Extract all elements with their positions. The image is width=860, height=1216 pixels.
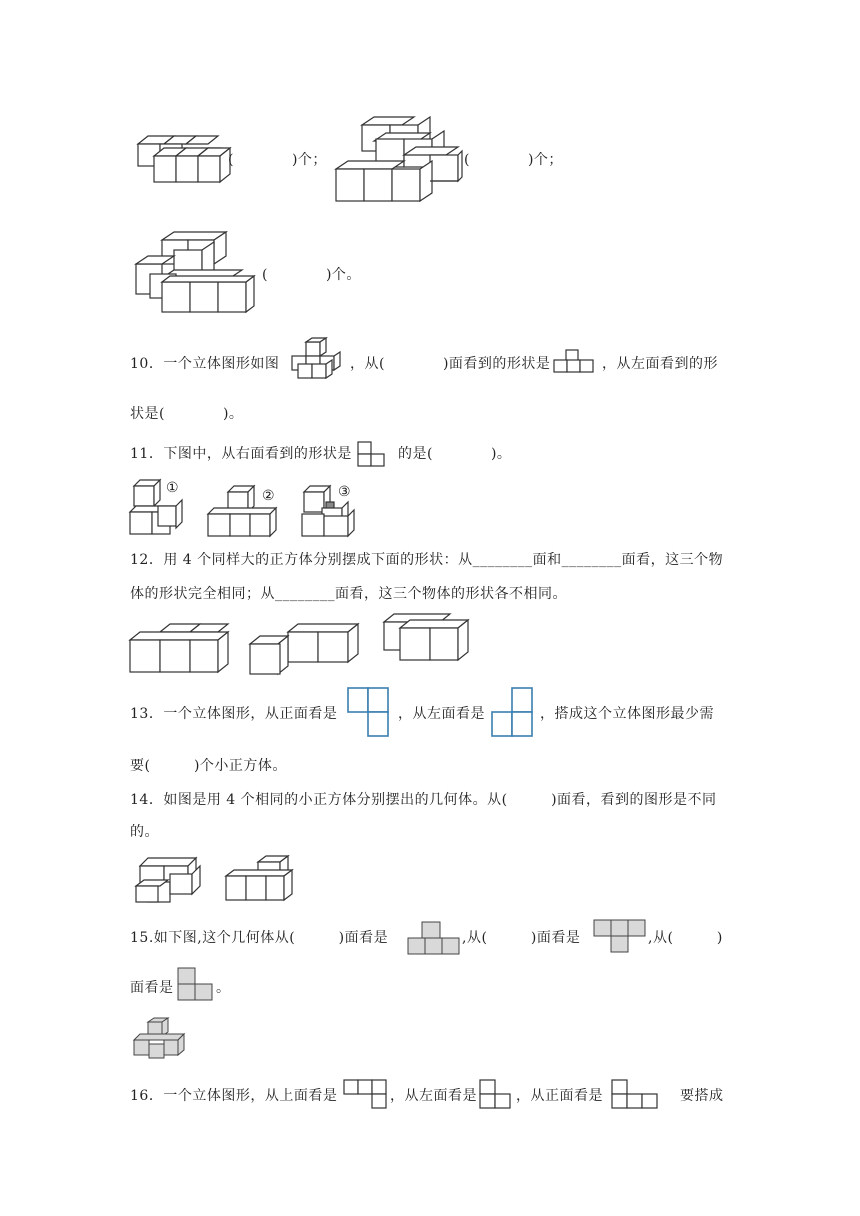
- q10-view-shape: [552, 348, 596, 374]
- q9-blank-3: ( )个。: [262, 267, 361, 283]
- q10-text-2: ，从( )面看到的形状是: [350, 356, 551, 372]
- q10-text-3: ，从左面看到的形: [602, 356, 718, 372]
- q16-text-3: ，从正面看是: [516, 1088, 603, 1104]
- q10-solid-figure: [288, 340, 346, 382]
- q11-text-1: 11．下图中，从右面看到的形状是: [130, 446, 352, 462]
- q13-text-2: ，从左面看是: [398, 706, 485, 722]
- q16-text-1: 16．一个立体图形，从上面看是: [130, 1088, 338, 1104]
- q15-solid-figure: [130, 1018, 190, 1060]
- q12-figure-1: [128, 622, 232, 676]
- q15-view-shape-1: [406, 920, 462, 958]
- q12-figure-2: [248, 624, 360, 676]
- q15-line-2a: 面看是: [130, 980, 174, 996]
- q13-left-view-shape: [488, 684, 538, 740]
- q15-text-2: ,从( )面看是: [462, 930, 581, 946]
- q15-text-1: 15.如下图,这个几何体从( )面看是: [130, 930, 389, 946]
- q10-text-1: 10．一个立体图形如图: [130, 356, 280, 372]
- q16-top-view-shape: [342, 1078, 390, 1112]
- q12-figure-3: [382, 614, 472, 668]
- q16-text-4: 要搭成: [680, 1088, 724, 1104]
- q16-left-view-shape: [478, 1078, 514, 1112]
- q10-line-2: 状是( )。: [130, 406, 244, 422]
- q14-line-2: 的。: [130, 824, 159, 840]
- q9-blank-2: ( )个；: [464, 152, 563, 168]
- q14-line-1: 14．如图是用 4 个相同的小正方体分别摆出的几何体。从( )面看，看到的图形是不同: [130, 792, 717, 808]
- q15-view-shape-2: [592, 918, 648, 956]
- q11-option-3-label: ③: [338, 484, 352, 500]
- q11-option-1-label: ①: [166, 480, 180, 496]
- q11-right-view-shape: [356, 440, 388, 468]
- q15-text-3: ,从( ): [648, 930, 723, 946]
- q13-text-1: 13．一个立体图形，从正面看是: [130, 706, 338, 722]
- q15-view-shape-3: [176, 966, 216, 1004]
- cube-figure-2: [334, 115, 464, 205]
- q12-line-2: 体的形状完全相同；从________面看，这三个物体的形状各不相同。: [130, 586, 567, 602]
- q16-text-2: ，从左面看是: [390, 1088, 477, 1104]
- cube-figure-3: [134, 230, 256, 316]
- q14-figure-1: [134, 858, 204, 906]
- cube-figure-1: [134, 134, 229, 186]
- q11-text-2: 的是( )。: [398, 446, 512, 462]
- q11-option-2-label: ②: [262, 488, 276, 504]
- q13-front-view-shape: [342, 684, 394, 740]
- q12-line-1: 12．用 4 个同样大的正方体分别摆成下面的形状：从________面和________面看，这三个物: [130, 552, 724, 568]
- q13-text-3: ，搭成这个立体图形最少需: [540, 706, 714, 722]
- q13-line-2: 要( )个小正方体。: [130, 758, 287, 774]
- q14-figure-2: [222, 856, 296, 906]
- q15-line-2b: 。: [216, 980, 231, 996]
- q9-blank-1: ( )个；: [228, 152, 327, 168]
- q16-front-view-shape: [610, 1078, 660, 1112]
